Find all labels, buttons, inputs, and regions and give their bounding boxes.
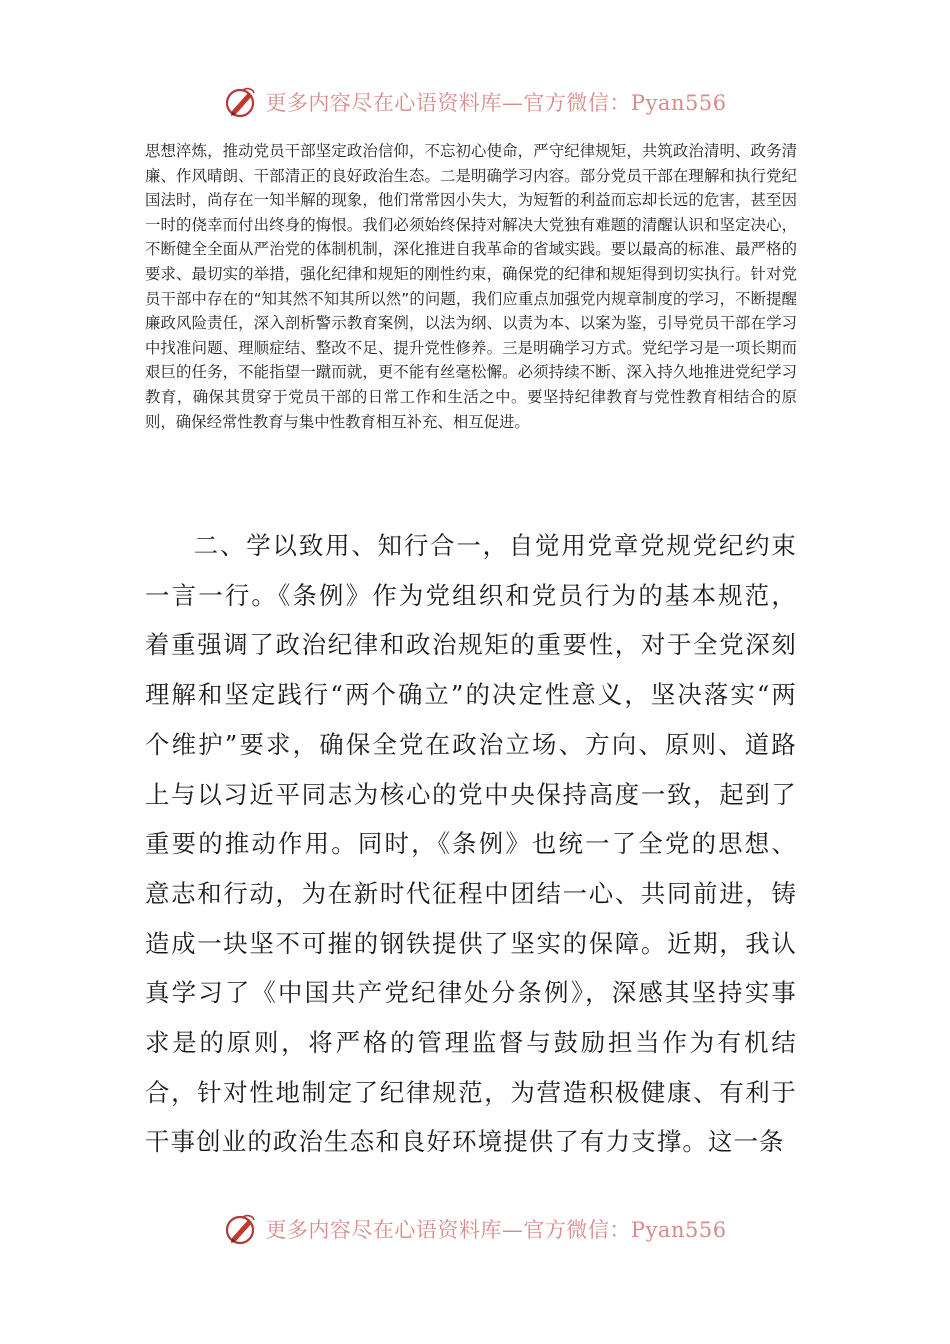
body-paragraph-large: 二、学以致用、知行合一，自觉用党章党规党纪约束一言一行。《条例》作为党组织和党员行为的基本规范，着重强调了政治纪律和政治规矩的重要性，对于全党深刻理解和坚定践行“两个确立”的决定性意义，坚决落实“两个维护”要求，确保全党在政治立场、方向、原则、道路上与以习近平同志为核心的党中央保持高度一致，起到了重要的推动作用。同时，《条例》也统一了全党的思想、意志和行动，为在新时代征程中团结一心、共同前进，铸造成一块坚不可摧的钢铁提供了坚实的保障。近期，我认真学习了《中国共产党纪律处分条例》，深感其坚持实事求是的原则，将严格的管理监督与鼓励担当作为有机结合，针对性地制定了纪律规范，为营造积极健康、有利于干事创业的政治生态和良好环境提供了有力支撑。这一条 (145, 531, 797, 1157)
pen-circle-logo-icon (223, 84, 259, 120)
pen-circle-logo-icon (223, 1211, 259, 1247)
body-paragraph-small: 思想淬炼，推动党员干部坚定政治信仰，不忘初心使命，严守纪律规矩，共筑政治清明、政务清廉、作风晴朗、干部清正的良好政治生态。二是明确学习内容。部分党员干部在理解和执行党纪国法时，尚存在一知半解的现象，他们常常因小失大，为短暂的利益而忘却长远的危害，甚至因一时的侥幸而付出终身的悔恨。我们必须始终保持对解决大党独有难题的清醒认识和坚定决心，不断健全全面从严治党的体制机制，深化推进自我革命的省域实践。要以最高的标准、最严格的要求、最切实的举措，强化纪律和规矩的刚性约束，确保党的纪律和规矩得到切实执行。针对党员干部中存在的“知其然不知其所以然”的问题，我们应重点加强党内规章制度的学习，不断提醒廉政风险责任，深入剖析警示教育案例，以法为纲、以责为本、以案为鉴，引导党员干部在学习中找准问题、理顺症结、整改不足、提升党性修养。三是明确学习方式。党纪学习是一项长期而艰巨的任务，不能指望一蹴而就，更不能有丝毫松懈。必须持续不断、深入持久地推进党纪学习教育，确保其贯穿于党员干部的日常工作和生活之中。要坚持纪律教育与党性教育相结合的原则，确保经常性教育与集中性教育相互补充、相互促进。 (145, 142, 797, 431)
footer-banner-text: 更多内容尽在心语资料库—官方微信：Pyan556 (265, 1218, 727, 1242)
header-banner-text: 更多内容尽在心语资料库—官方微信：Pyan556 (265, 91, 727, 115)
footer-banner (0, 1209, 950, 1249)
header-banner (0, 82, 950, 122)
